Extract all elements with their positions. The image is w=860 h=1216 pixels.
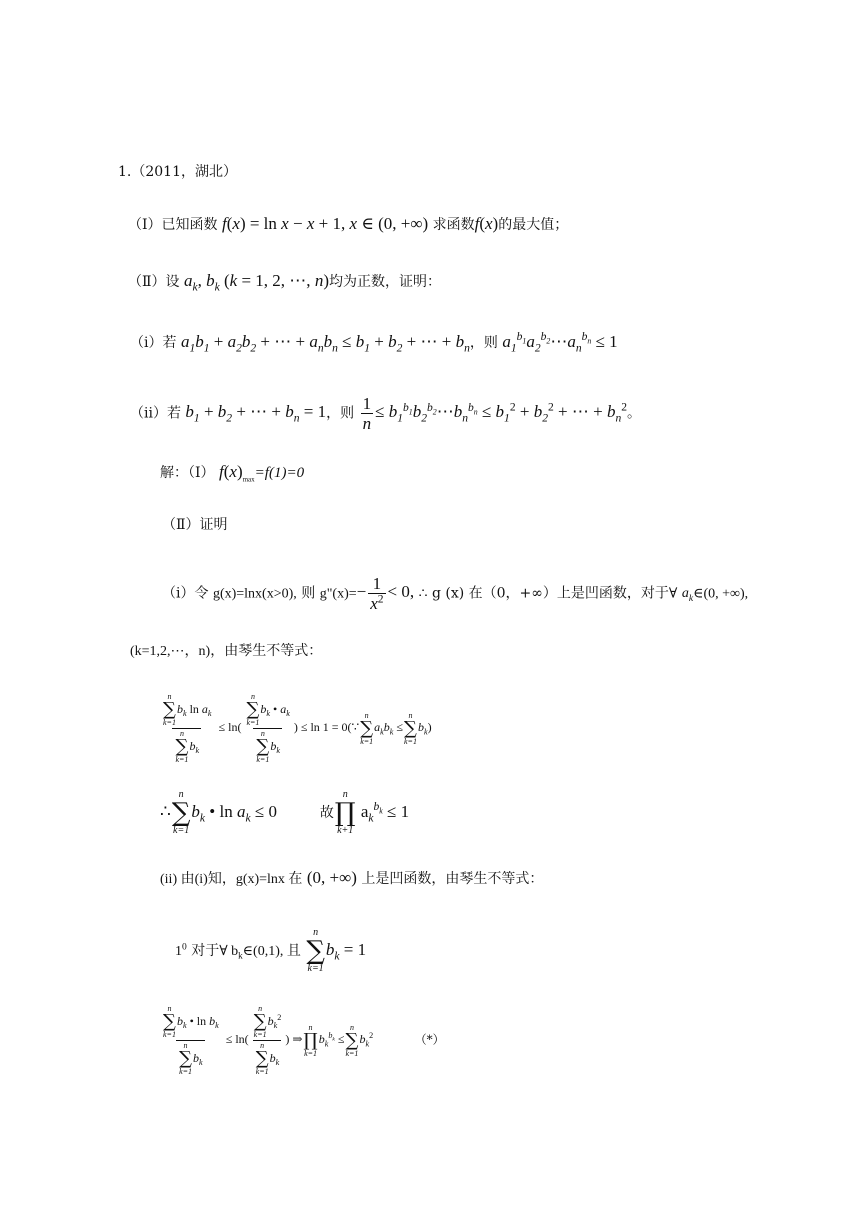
proof-i-domain: ∈(0, +∞), (693, 586, 749, 602)
part-1-label: （Ⅰ） (128, 217, 162, 233)
proof-i-continuation: (k=1,2,⋯，n)，由琴生不等式： (130, 644, 323, 659)
proof-ii-text: 上是凹函数，由琴生不等式： (361, 871, 544, 887)
case-ii-line (130, 395, 641, 432)
solution-label: 解：（Ⅰ） (160, 465, 215, 481)
conclusion-i-line (160, 790, 409, 836)
g-definition: g(x)=lnx(x>0), (212, 586, 297, 602)
function-definition: f(x) = ln x − x + 1, x ∈ (0, +∞) (221, 214, 429, 233)
proof-heading: （Ⅱ）证明 (162, 517, 228, 533)
step-1-text-b: ∈(0,1), 且 (242, 943, 301, 959)
part-2-text-b: 均为正数，证明： (328, 274, 441, 290)
second-derivative-label: g"(x)= (319, 586, 357, 602)
proof-i-label: （i）令 (162, 585, 209, 602)
case-ii-end: 。 (627, 405, 641, 422)
case-ii-conclusion: $\frac{1}{n}$ ≤ $b_1^{b_1}b_2^{b_2}\cdots b_n^{b_n} \le b_1^2 + b_2^2$ + ⋯ + $b_n^2$ (362, 394, 627, 433)
proof-i-line (162, 575, 748, 612)
step-1-text-a: 对于∀ b (191, 943, 239, 959)
case-i-label: （i） (130, 335, 163, 351)
sequences-expr: $a_k$, $b_k$ (k = 1, 2, ⋯, n) (183, 271, 329, 294)
part-1-line (128, 215, 568, 232)
case-i-text-a: 若 (162, 335, 177, 351)
conclusion-i-sum: ∴ n ∑ k=1 $b_k$ • $\ln a_k \le 0$ (160, 789, 277, 836)
sum-symbol: n ∑ k=1 (163, 692, 176, 727)
step-1-line: $1^0$ 对于∀ $b_k\in(0,1)$, 且 n ∑ k=1 $b_k = 1$ (175, 927, 367, 974)
proof-i-therefore: ∴ g (x) 在（0，+∞）上是凹函数，对于∀ (418, 585, 678, 602)
case-i-line (130, 330, 618, 355)
problem-heading: 1.（2011，湖北） (118, 164, 237, 180)
case-i-conclusion: $a_1^{b_1}a_2^{b_2}\cdots a_n^{b_n} \le 1$ (502, 330, 618, 355)
part-2-label: （Ⅱ） (128, 274, 166, 290)
step-1-sum: n ∑ k=1 $b_k = 1$ (306, 927, 367, 974)
step-1-label: $1^0$ (175, 942, 187, 959)
max-value: =f(1)=0 (254, 465, 305, 481)
part-2-line (128, 271, 441, 294)
star-marker: （*） (414, 1032, 445, 1047)
case-ii-text-b: ，则 (326, 405, 355, 422)
case-i-text-b: ，则 (469, 335, 498, 351)
conclusion-i-mid: 故 (319, 804, 334, 821)
case-ii-hypothesis: $b_1 + b_2$ + ⋯ + $b_n = 1$ (185, 402, 327, 425)
max-subscript: max (242, 475, 255, 484)
jensen-inequality-2: n ∑ k=1 $b_k$ • $\ln b_k$ n ∑ k=1 $b_k$ ≤ ln( n ∑ k=1 $b_k^2$ n ∑ k=1 $b_k$ ) ⇒ n ∏ k=1 $b_k^{b_k}$ ≤ n ∑ k=1 $b_k^2$ （*） (163, 1004, 445, 1076)
conclusion-i-product: n ∏ k+1 $a_k^{b_k} \le 1$ (334, 789, 410, 836)
part-1-text-c: 的最大值； (498, 217, 569, 233)
proof-ii-label: (ii) 由(i)知，g(x)=lnx 在 (160, 872, 303, 887)
second-derivative-expr: − $\frac{1}{x^2}$ < 0, (356, 574, 415, 613)
part-1-text-a: 已知函数 (161, 217, 218, 233)
case-ii-text-a: 若 (166, 405, 181, 422)
part-2-text-a: 设 (165, 274, 180, 290)
jensen-inequality-1: n ∑ k=1 $b_k$ $\ln a_k$ n ∑ k=1 $b_k$ ≤ ln( n ∑ k=1 $b_k$ • $a_k$ n ∑ k=1 $b_k$ ) ≤ ln 1 = 0(∵ n ∑ k=1 $a_kb_k$ ≤ n ∑ k=1 $b_k$) (163, 692, 432, 764)
case-ii-label: （ii） (130, 405, 167, 422)
part-1-text-b: 求函数 (432, 217, 475, 233)
function-name: f(x) (474, 214, 499, 233)
max-expr: $f(x)_{max}$ (218, 462, 255, 484)
solution-1-line (160, 462, 305, 484)
a-k-symbol: $a_k$ (681, 586, 694, 605)
proof-ii-line (160, 869, 543, 887)
case-i-hypothesis: $a_1b_1 + a_2b_2$ + ⋯ + $a_nb_n \le b_1 + b_2$ + ⋯ + $b_n$ (180, 332, 470, 355)
interval-expr: (0, +∞) (306, 868, 357, 887)
proof-i-then: 则 (301, 585, 316, 602)
